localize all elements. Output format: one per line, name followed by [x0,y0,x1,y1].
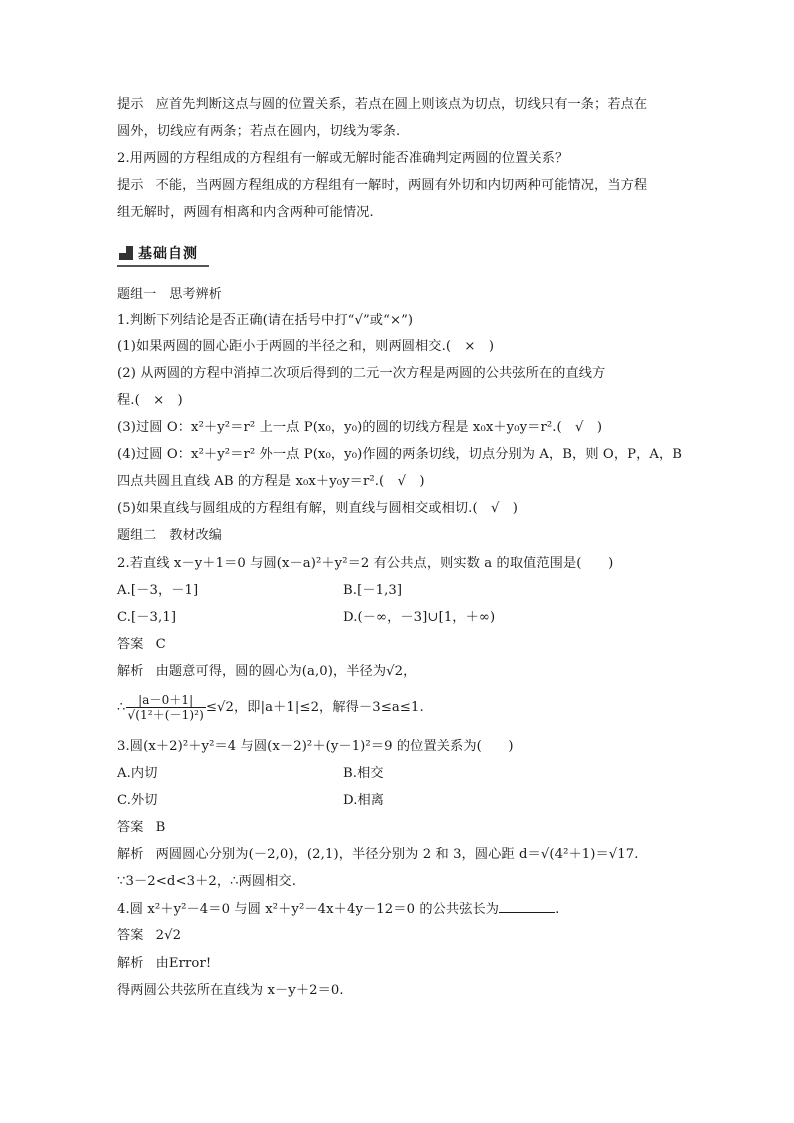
hint2-line2: 组无解时，两圆有相离和内含两种可能情况. [117,205,374,220]
statement-2a: (2) 从两圆的方程中消掉二次项后得到的二元一次方程是两圆的公共弦所在的直线方 [117,366,606,381]
statement-2b: 程.( × ) [117,393,183,408]
section-header [117,241,209,267]
q2-solution-label: 解析 [117,664,144,679]
q3-solution-line2: ∵3－2<d<3＋2，∴两圆相交. [117,874,297,889]
hint2-label: 提示 [117,178,144,193]
answer-blank [499,900,555,913]
hint1-line1: 提示 应首先判断这点与圆的位置关系，若点在圆上则该点为切点，切线只有一条；若点在 [117,97,648,112]
question-4: 4.圆 x²＋y²－4＝0 与圆 x²＋y²－4x＋4y－12＝0 的公共弦长为 . [117,902,560,917]
q2-answer-label: 答案 [117,637,144,652]
q2-option-c: C.[－3,1] [117,610,177,625]
q2-answer [117,636,166,654]
q2-fraction: $\frac{|a-0+1|}{\text{√(1²＋(－1)²)}}$ [127,693,204,722]
section-underline [117,265,209,267]
q3-answer [117,819,165,837]
statement-3: (3)过圆 O：x²＋y²＝r² 上一点 P(x₀，y₀)的圆的切线方程是 x₀x＋y₀y＝r².( √ ) [117,420,603,435]
statement-1: (1)如果两圆的圆心距小于两圆的半径之和，则两圆相交.( × ) [117,339,495,354]
q2-solution-line2: ∴ $\frac{|a-0+1|}{\text{√(1²＋(－1)²)}}$ ≤√2，即|a＋1|≤2，解得－3≤a≤1. [117,693,424,722]
hint1-label: 提示 [117,97,144,112]
q3-option-b: B.相交 [343,766,384,781]
q3-option-a: A.内切 [117,766,158,781]
question-3: 3.圆(x＋2)²＋y²＝4 与圆(x－2)²＋(y－1)²＝9 的位置关系为( ) [117,739,514,754]
q4-solution-line1: 解析 由Error! [117,956,212,971]
statement-4b: 四点共圆且直线 AB 的方程是 x₀x＋y₀y＝r².( √ ) [117,474,425,489]
q4-solution-line2: 得两圆公共弦所在直线为 x－y＋2＝0. [117,983,344,998]
section-title: 基础自测 [138,246,198,262]
q4-answer-value: 2√2 [155,928,182,943]
q2-option-d: D.(－∞，－3]∪[1，＋∞) [343,610,496,625]
group1-title: 题组一 思考辨析 [117,287,222,302]
group2-title: 题组二 教材改编 [117,528,222,543]
group1-q1: 1.判断下列结论是否正确(请在括号中打“√”或“×”) [117,313,414,328]
hint1-line2: 圆外，切线应有两条；若点在圆内，切线为零条. [117,124,401,139]
q3-solution-label: 解析 [117,847,144,862]
section-square-icon [119,246,133,260]
q3-answer-label: 答案 [117,820,144,835]
q2-option-b: B.[－1,3] [343,583,403,598]
q4-answer [117,927,181,945]
q2-solution-line1: 解析 由题意可得，圆的圆心为(a,0)，半径为√2， [117,664,417,679]
q4-answer-label: 答案 [117,928,144,943]
question-2-top: 2.用两圆的方程组成的方程组有一解或无解时能否准确判定两圆的位置关系？ [117,151,569,166]
statement-4a: (4)过圆 O：x²＋y²＝r² 外一点 P(x₀，y₀)作圆的两条切线，切点分别为 A，B，则 O，P，A，B [117,447,683,462]
statement-5: (5)如果直线与圆组成的方程组有解，则直线与圆相交或相切.( √ ) [117,501,519,516]
q2-option-a: A.[－3，－1] [117,583,199,598]
q3-option-d: D.相离 [343,793,385,808]
hint2-line1: 提示 不能，当两圆方程组成的方程组有一解时，两圆有外切和内切两种可能情况，当方程 [117,178,648,193]
q4-solution-label: 解析 [117,956,144,971]
q3-option-c: C.外切 [117,793,158,808]
q2-answer-value: C [155,637,166,652]
question-2: 2.若直线 x－y＋1＝0 与圆(x－a)²＋y²＝2 有公共点，则实数 a 的取值范围是( ) [117,556,614,571]
q3-answer-value: B [155,820,166,835]
q3-solution-line1: 解析 两圆圆心分别为(－2,0)，(2,1)，半径分别为 2 和 3，圆心距 d＝√(4²＋1)＝√17. [117,847,639,862]
